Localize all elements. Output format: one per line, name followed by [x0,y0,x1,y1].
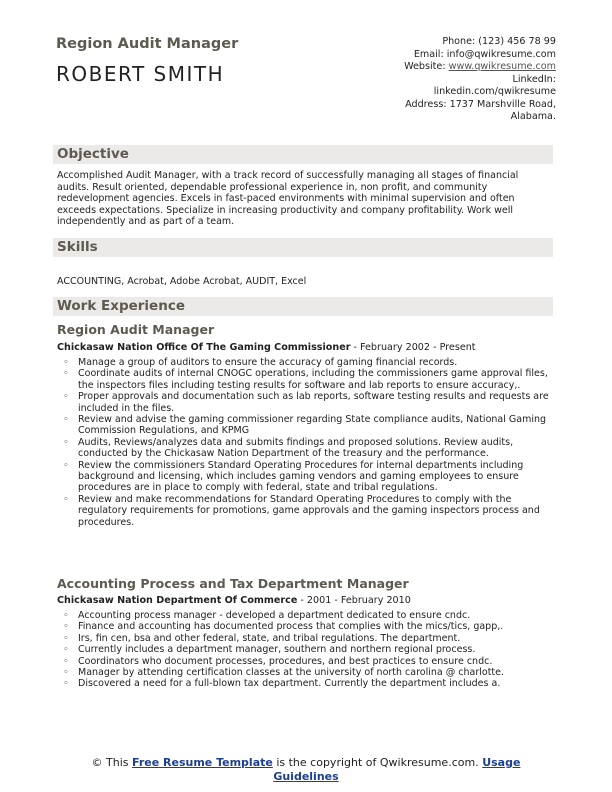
list-item: ◦ Coordinate audits of internal CNOGC operations, including the commissioners game approval files, the inspectors files including testing results for software and lab reports to ensure accuracy,. [63,368,548,391]
skills-text: ACCOUNTING, Acrobat, Adobe Acrobat, AUDIT, Excel [57,276,307,287]
skills-heading: Skills [57,239,98,255]
bullet-icon: ◦ [63,655,69,667]
contact-email: Email: info@qwikresume.com [413,48,556,60]
list-item: ◦ Finance and accounting has documented process that complies with the mics/tics, gapp,. [63,621,504,633]
bullet-icon: ◦ [63,414,69,426]
job-2-employer-line [57,595,411,606]
job-1-employer: Chickasaw Nation Office Of The Gaming Commissioner [57,342,351,353]
list-item: ◦ Review and make recommendations for Standard Operating Procedures to comply with the regulatory requirements for promotions, game approvals and the gaming inspectors process and procedures. [63,493,540,528]
contact-address-line2: Alabama. [510,111,556,122]
list-item: ◦ Manager by attending certification classes at the university of north carolina @ charlotte. [63,667,505,679]
website-label: Website: [404,61,449,72]
resume-header [56,36,556,136]
work-experience-heading: Work Experience [57,298,185,314]
bullet-icon: ◦ [63,436,69,448]
objective-section-header [53,145,553,164]
bullet-icon: ◦ [63,621,69,633]
copyright-footer [60,756,552,784]
list-item: ◦ Coordinators who document processes, procedures, and best practices to ensure cndc. [63,655,493,667]
list-item: ◦ Discovered a need for a full-blown tax department. Currently the department includes a. [63,678,501,690]
contact-linkedin-value: linkedin.com/qwikresume [433,86,556,97]
contact-phone: Phone: (123) 456 78 99 [442,36,556,47]
website-link[interactable]: www.qwikresume.com [448,61,556,72]
contact-linkedin-label: LinkedIn: [512,73,556,85]
bullet-icon: ◦ [63,667,69,679]
footer-prefix: © This [91,756,133,769]
list-item: ◦ Currently includes a department manager, southern and northern regional process. [63,644,476,656]
work-experience-section-header [53,297,553,316]
job-1-employer-line [57,342,476,353]
job-2-title: Accounting Process and Tax Department Manager [57,576,409,591]
header-job-title: Region Audit Manager [56,36,239,52]
list-item: ◦ Manage a group of auditors to ensure the accuracy of gaming financial records. [63,357,458,368]
job-1-dates: - February 2002 - Present [350,342,476,353]
objective-heading: Objective [57,146,129,162]
objective-text: Accomplished Audit Manager, with a track record of successfully managing all stages of financial audits. Result oriented, dependable professional experience in, non profit, and community redevelopment agencies. Excels in fast-paced environments with minimal supervision and often exceeds expectations. Specialize in increasing productivity and company profitability. Work well independently and as part of a team. [57,170,519,228]
bullet-icon: ◦ [63,391,69,403]
bullet-icon: ◦ [63,678,69,690]
list-item: ◦ Review and advise the gaming commissioner regarding State compliance audits, National Gaming Commission Regulations, and KPMG [63,414,547,437]
bullet-icon: ◦ [63,459,69,471]
list-item: ◦ Proper approvals and documentation such as lab reports, software testing results and requests are included in the files. [63,391,549,414]
list-item: ◦ Irs, fin cen, bsa and other federal, state, and tribal regulations. The department. [63,632,461,644]
job-1-bullet-list [57,357,551,528]
job-2-bullet-list [57,610,551,690]
bullet-icon: ◦ [63,368,69,380]
job-1-title: Region Audit Manager [57,322,215,337]
bullet-icon: ◦ [63,632,69,644]
contact-website [404,61,556,74]
job-2-employer: Chickasaw Nation Department Of Commerce [57,595,298,606]
list-item: ◦ Review the commissioners Standard Operating Procedures for internal departments including background and licensing, which includes gaming vendors and gaming employees to ensure procedures are in place to comply with federal, state and tribal regulations. [63,459,524,494]
footer-middle: is the copyright of Qwikresume.com. [272,756,483,769]
contact-address-line1: Address: 1737 Marshville Road, [405,98,556,110]
list-item: ◦ Accounting process manager - developed a department dedicated to ensure cndc. [63,610,471,621]
job-2-dates: - 2001 - February 2010 [297,595,411,606]
bullet-icon: ◦ [63,357,69,368]
bullet-icon: ◦ [63,493,69,505]
contact-block [404,36,556,124]
free-resume-template-link[interactable]: Free Resume Template [132,756,273,769]
list-item: ◦ Audits, Reviews/analyzes data and submits findings and proposed solutions. Review audits, conducted by the Chickasaw Nation Department of the treasury and the performance. [63,436,514,460]
bullet-icon: ◦ [63,610,69,621]
usage-guidelines-link[interactable]: Usage Guidelines [273,756,521,783]
bullet-icon: ◦ [63,644,69,656]
skills-section-header [53,238,553,257]
candidate-name: ROBERT SMITH [56,62,225,86]
